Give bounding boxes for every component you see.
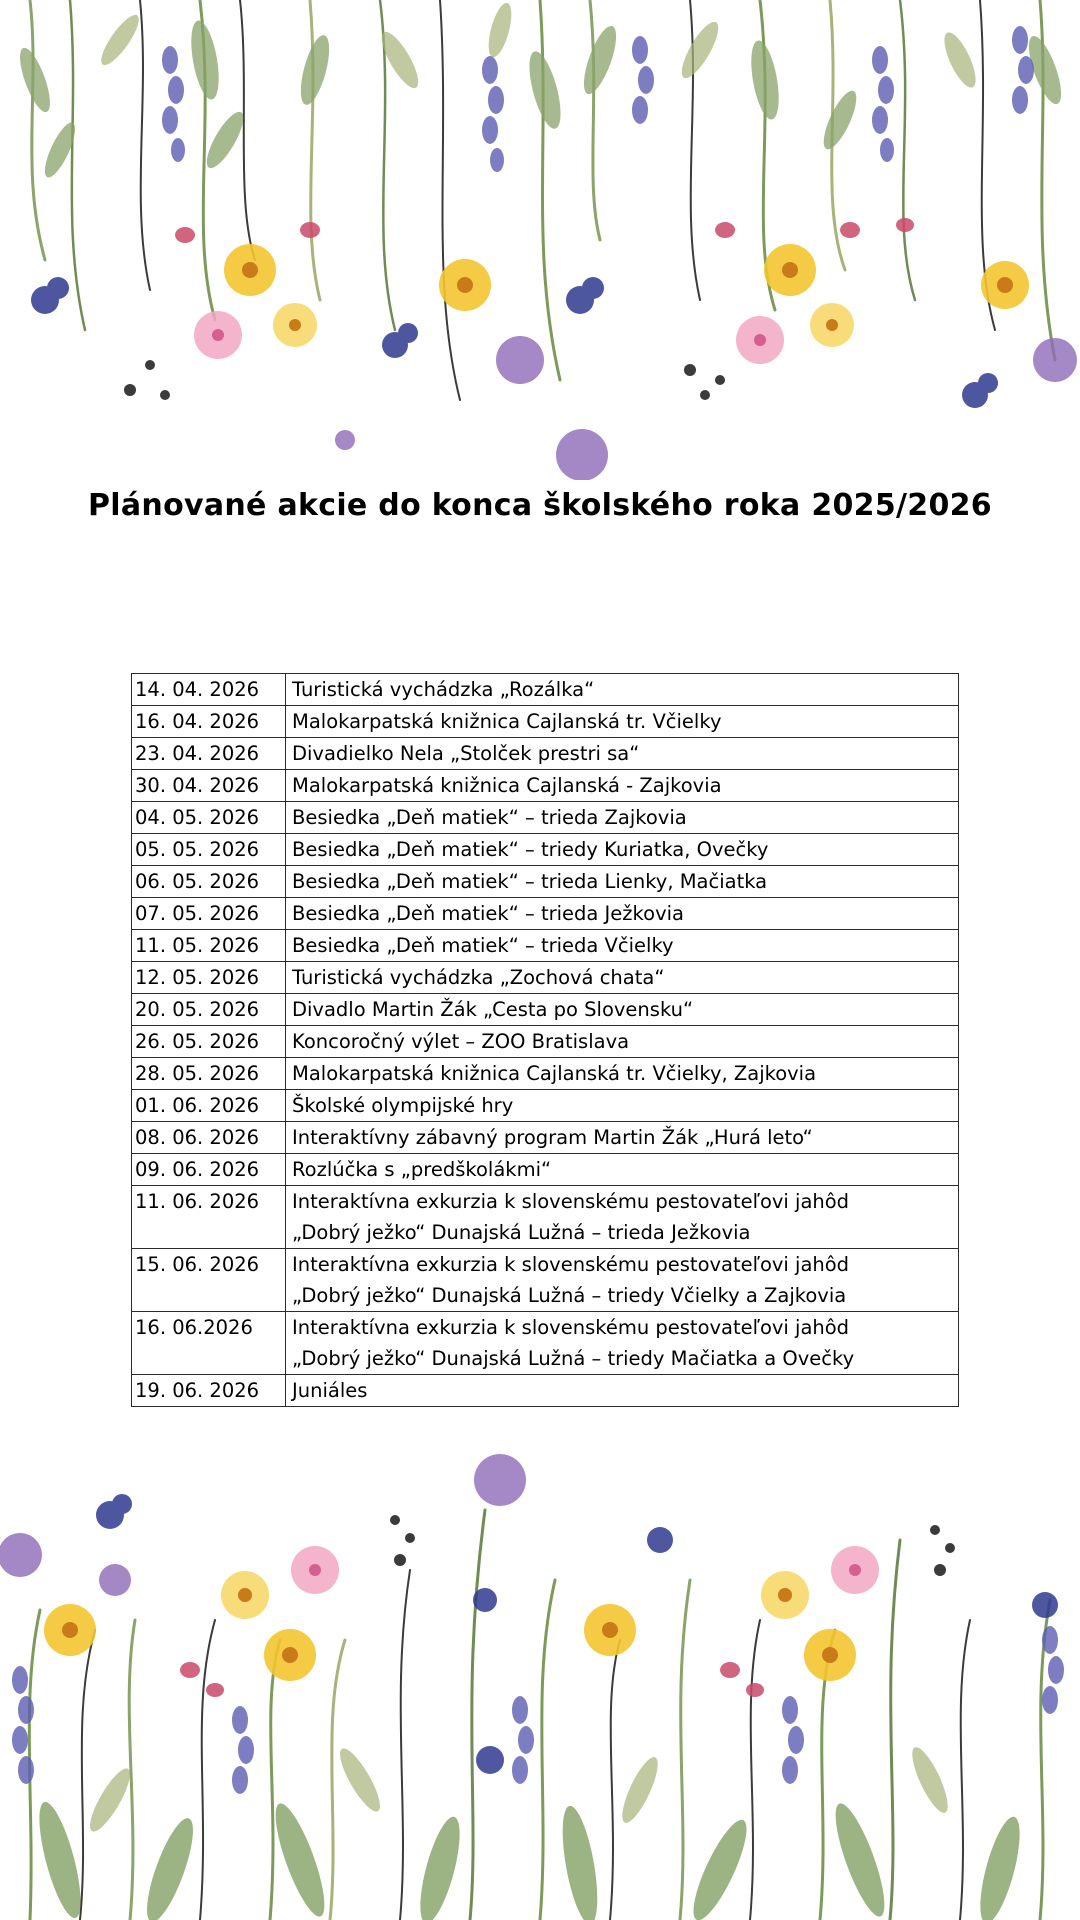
event-description-line: Turistická vychádzka „Zochová chata“ [292,966,665,989]
event-row [132,994,959,1026]
event-description-line: Besiedka „Deň matiek“ – trieda Zajkovia [292,806,687,829]
events-table-body [132,674,959,1407]
event-description [286,1249,959,1312]
events-table [131,673,959,1407]
event-date: 14. 04. 2026 [132,674,286,706]
event-description-line: Besiedka „Deň matiek“ – trieda Lienky, Mačiatka [292,870,768,893]
event-date: 11. 06. 2026 [132,1186,286,1249]
event-row [132,802,959,834]
event-description [286,962,959,994]
event-description-line: „Dobrý ježko“ Dunajská Lužná – trieda Ježkovia [292,1221,751,1244]
event-date: 09. 06. 2026 [132,1154,286,1186]
event-date: 19. 06. 2026 [132,1375,286,1407]
page-title: Plánované akcie do konca školského roka 2025/2026 [88,488,992,523]
event-date: 20. 05. 2026 [132,994,286,1026]
event-description-line: Školské olympijské hry [292,1094,514,1117]
event-row [132,1312,959,1375]
event-row [132,1026,959,1058]
event-date: 04. 05. 2026 [132,802,286,834]
event-description [286,802,959,834]
event-description [286,1058,959,1090]
event-description-line: Koncoročný výlet – ZOO Bratislava [292,1030,630,1053]
event-row [132,962,959,994]
event-date: 11. 05. 2026 [132,930,286,962]
event-description-line: Juniáles [292,1379,368,1402]
event-row [132,770,959,802]
event-date: 30. 04. 2026 [132,770,286,802]
event-row [132,1090,959,1122]
event-row [132,1122,959,1154]
event-description [286,738,959,770]
event-description [286,674,959,706]
event-description [286,1375,959,1407]
event-description-line: Interaktívny zábavný program Martin Žák „Hurá leto“ [292,1126,813,1149]
event-description [286,1122,959,1154]
event-description-line: Rozlúčka s „predškolákmi“ [292,1158,552,1181]
event-row [132,738,959,770]
event-row [132,930,959,962]
event-description-line: Turistická vychádzka „Rozálka“ [292,678,595,701]
event-description-line: Divadielko Nela „Stolček prestri sa“ [292,742,640,765]
event-date: 12. 05. 2026 [132,962,286,994]
event-description-line: Malokarpatská knižnica Cajlanská tr. Včielky [292,710,722,733]
event-date: 01. 06. 2026 [132,1090,286,1122]
event-description [286,898,959,930]
event-date: 05. 05. 2026 [132,834,286,866]
event-row [132,834,959,866]
event-date: 06. 05. 2026 [132,866,286,898]
event-description [286,834,959,866]
event-row [132,1375,959,1407]
event-row [132,1249,959,1312]
event-description-line: Interaktívna exkurzia k slovenskému pestovateľovi jahôd [292,1190,850,1213]
floral-decoration-top [0,0,1080,480]
event-description [286,866,959,898]
event-date: 16. 04. 2026 [132,706,286,738]
event-date: 16. 06.2026 [132,1312,286,1375]
event-description [286,1026,959,1058]
event-description-line: Interaktívna exkurzia k slovenskému pestovateľovi jahôd [292,1316,850,1339]
event-date: 08. 06. 2026 [132,1122,286,1154]
event-description-line: Malokarpatská knižnica Cajlanská tr. Včielky, Zajkovia [292,1062,817,1085]
event-row [132,1154,959,1186]
event-description-line: Besiedka „Deň matiek“ – trieda Včielky [292,934,674,957]
event-description [286,706,959,738]
event-description-line: Besiedka „Deň matiek“ – triedy Kuriatka, Ovečky [292,838,769,861]
event-row [132,674,959,706]
event-description [286,1154,959,1186]
event-row [132,866,959,898]
event-date: 23. 04. 2026 [132,738,286,770]
event-description-line: „Dobrý ježko“ Dunajská Lužná – triedy Včielky a Zajkovia [292,1284,847,1307]
event-row [132,706,959,738]
event-row [132,1186,959,1249]
event-description-line: „Dobrý ježko“ Dunajská Lužná – triedy Mačiatka a Ovečky [292,1347,855,1370]
event-date: 28. 05. 2026 [132,1058,286,1090]
floral-decoration-bottom [0,1420,1080,1920]
event-description-line: Interaktívna exkurzia k slovenskému pestovateľovi jahôd [292,1253,850,1276]
event-row [132,898,959,930]
event-description-line: Besiedka „Deň matiek“ – trieda Ježkovia [292,902,684,925]
event-description-line: Malokarpatská knižnica Cajlanská - Zajkovia [292,774,722,797]
event-description [286,770,959,802]
event-description [286,1186,959,1249]
event-description [286,1312,959,1375]
event-description [286,1090,959,1122]
event-description [286,930,959,962]
event-row [132,1058,959,1090]
event-description [286,994,959,1026]
event-date: 07. 05. 2026 [132,898,286,930]
event-date: 26. 05. 2026 [132,1026,286,1058]
event-date: 15. 06. 2026 [132,1249,286,1312]
event-description-line: Divadlo Martin Žák „Cesta po Slovensku“ [292,998,694,1021]
